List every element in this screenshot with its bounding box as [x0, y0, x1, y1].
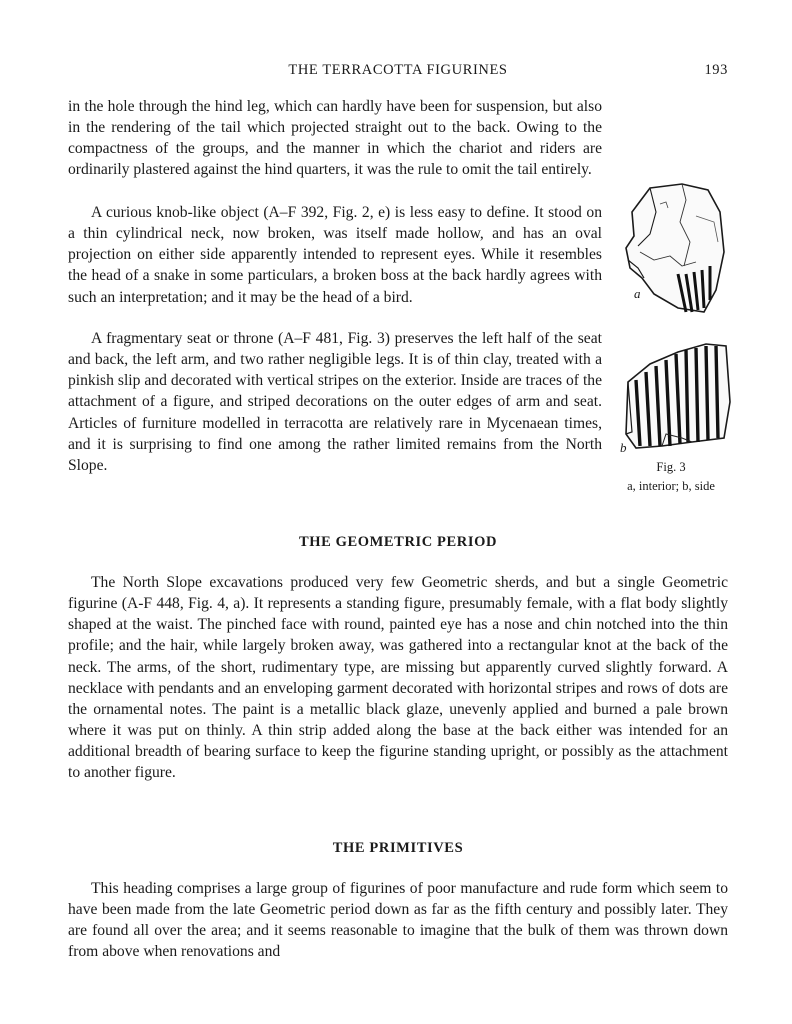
- paragraph-3: A fragmentary seat or throne (A–F 481, Fig. 3) preserves the left half of the seat and back, the left arm, and two rather negligible legs. It is of thin clay, treated with a pinkish slip and decorated with vertical stripes on the exterior. Inside are traces of the attachment of a figure, and striped decorations on the outer edges of arm and seat. Articles of furniture modelled in terracotta are relatively rare in Mycenaean times, and it is surprising to find one among the rather limited remains from the North Slope.: [68, 330, 602, 474]
- section-heading-primitives: THE PRIMITIVES: [332, 840, 464, 856]
- figure-label-a: a: [634, 286, 641, 301]
- running-title: THE TERRACOTTA FIGURINES: [288, 62, 508, 78]
- paragraph-2: A curious knob-like object (A–F 392, Fig. 2, e) is less easy to define. It stood on a thin cylindrical neck, now broken, was itself made hollow, and has an oval projection on either side apparently intended to represent eyes. While it resembles the head of a snake in some particulars, a broken boss at the back hardly agrees with such an interpretation; and it may be the head of a bird.: [68, 204, 602, 306]
- figure-3: [606, 182, 736, 502]
- paragraph-5: This heading comprises a large group of figurines of poor manufacture and rude form which seem to have been made from the late Geometric period down as far as the fifth century and possibly later. They are found all over the area; and it seems reasonable to imagine that the bulk of them was thrown down from above when renovations and: [68, 880, 728, 961]
- running-head: [68, 62, 728, 82]
- section-heading-geometric: THE GEOMETRIC PERIOD: [298, 534, 498, 550]
- figure-caption-title: Fig. 3: [656, 460, 686, 474]
- paragraph-1: [68, 96, 728, 181]
- figure-label-b: b: [620, 440, 627, 455]
- seat-side-illustration: [622, 342, 734, 452]
- figure-caption-text: a, interior; b, side: [627, 479, 715, 493]
- page-number: 193: [704, 62, 728, 78]
- paragraph-1-text: in the hole through the hind leg, which can hardly have been for suspension, but also in the rendering of the tail which projected straight out to the back. Owing to the compactness of the groups, and the manner in which the chariot and riders are ordinarily plastered against the hind quarters, it was the rule to omit the tail entirely.: [68, 98, 602, 179]
- paragraph-4: The North Slope excavations produced very few Geometric sherds, and but a single Geometric figurine (A-F 448, Fig. 4, a). It represents a standing figure, presumably female, with a flat body slightly shaped at the waist. The pinched face with round, painted eye has a nose and chin notched into the thin profile; and the hair, while largely broken away, was gathered into a rectangular knot at the back of the neck. The arms, of the short, rudimentary type, are missing but apparently curved slightly forward. A necklace with pendants and an enveloping garment decorated with horizontal stripes and rows of dots are the ornamental notes. The paint is a metallic black glaze, unevenly applied and burned a pale brown where it was put on thinly. A thin strip added along the base at the back either was intended for an additional breadth of bearing surface to keep the figurine standing upright, or possibly as the attachment to another figure.: [68, 574, 728, 782]
